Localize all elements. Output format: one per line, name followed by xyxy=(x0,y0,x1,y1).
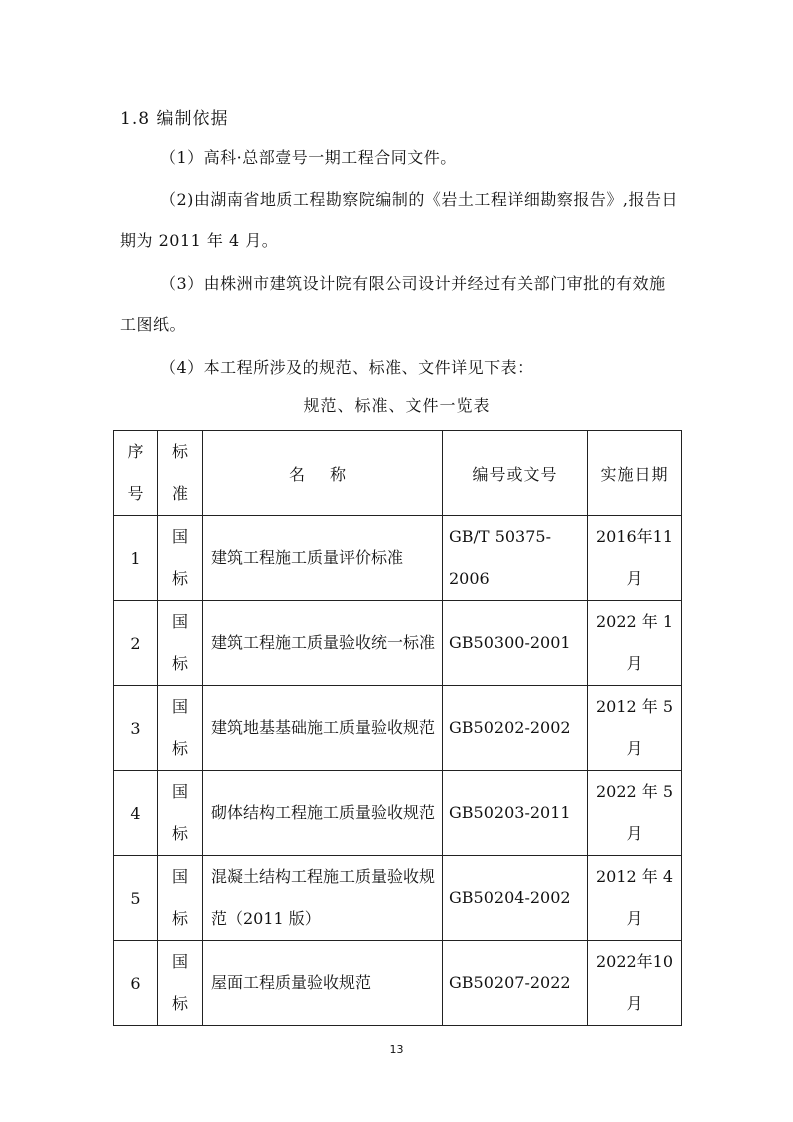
row-std-line1: 国 xyxy=(171,697,188,716)
paragraph-2: （2)由湖南省地质工程勘察院编制的《岩土工程详细勘察报告》,报告日期为 2011 年 4 月。 xyxy=(120,190,679,250)
row-std-line1: 国 xyxy=(171,527,188,546)
row-name: 建筑地基基础施工质量验收规范 xyxy=(203,686,443,771)
row-std-line1: 国 xyxy=(171,952,188,971)
row-code: GB50207-2022 xyxy=(443,941,588,1026)
row-name: 建筑工程施工质量验收统一标准 xyxy=(203,601,443,686)
row-name: 砌体结构工程施工质量验收规范 xyxy=(203,771,443,856)
row-std-line1: 国 xyxy=(171,612,188,631)
table-header-row xyxy=(114,431,682,516)
row-seq: 6 xyxy=(114,941,158,1026)
row-std-line2: 标 xyxy=(171,994,188,1013)
table-row xyxy=(114,516,682,601)
row-std-line2: 标 xyxy=(171,824,188,843)
row-seq: 5 xyxy=(114,856,158,941)
paragraph-1: （1）高科·总部壹号一期工程合同文件。 xyxy=(160,148,457,167)
row-code: GB50204-2002 xyxy=(443,856,588,941)
table-row xyxy=(114,856,682,941)
header-name: 名 称 xyxy=(203,431,443,516)
row-std xyxy=(158,686,203,771)
row-std-line1: 国 xyxy=(171,867,188,886)
row-code: GB50203-2011 xyxy=(443,771,588,856)
row-std xyxy=(158,941,203,1026)
row-seq: 4 xyxy=(114,771,158,856)
row-name: 建筑工程施工质量评价标准 xyxy=(203,516,443,601)
header-code: 编号或文号 xyxy=(443,431,588,516)
row-std-line1: 国 xyxy=(171,782,188,801)
row-name: 屋面工程质量验收规范 xyxy=(203,941,443,1026)
row-code: GB/T 50375-2006 xyxy=(443,516,588,601)
paragraph-3: （3）由株洲市建筑设计院有限公司设计并经过有关部门审批的有效施工图纸。 xyxy=(120,274,666,334)
row-date: 2022 年 5 月 xyxy=(588,771,682,856)
standards-table xyxy=(113,430,682,1026)
row-std xyxy=(158,856,203,941)
header-date: 实施日期 xyxy=(588,431,682,516)
row-seq: 1 xyxy=(114,516,158,601)
header-std xyxy=(158,431,203,516)
header-seq-line2: 号 xyxy=(127,484,144,503)
page-number: 13 xyxy=(389,1043,404,1056)
header-seq-line1: 序 xyxy=(127,442,144,461)
row-date: 2012 年 5 月 xyxy=(588,686,682,771)
paragraph-4: （4）本工程所涉及的规范、标准、文件详见下表： xyxy=(160,358,534,377)
table-row xyxy=(114,601,682,686)
row-date: 2012 年 4 月 xyxy=(588,856,682,941)
row-date: 2022年10月 xyxy=(588,941,682,1026)
row-std xyxy=(158,771,203,856)
row-date: 2016年11月 xyxy=(588,516,682,601)
table-row xyxy=(114,771,682,856)
section-heading: 1.8 编制依据 xyxy=(120,109,229,129)
row-code: GB50300-2001 xyxy=(443,601,588,686)
table-row xyxy=(114,941,682,1026)
row-std xyxy=(158,601,203,686)
row-seq: 2 xyxy=(114,601,158,686)
row-date: 2022 年 1 月 xyxy=(588,601,682,686)
row-code: GB50202-2002 xyxy=(443,686,588,771)
row-std xyxy=(158,516,203,601)
row-std-line2: 标 xyxy=(171,909,188,928)
header-std-line2: 准 xyxy=(171,484,188,503)
row-seq: 3 xyxy=(114,686,158,771)
header-seq xyxy=(114,431,158,516)
row-std-line2: 标 xyxy=(171,569,188,588)
row-std-line2: 标 xyxy=(171,739,188,758)
row-std-line2: 标 xyxy=(171,654,188,673)
row-name: 混凝土结构工程施工质量验收规范（2011 版） xyxy=(203,856,443,941)
table-row xyxy=(114,686,682,771)
table-caption: 规范、标准、文件一览表 xyxy=(303,396,491,415)
header-std-line1: 标 xyxy=(171,442,188,461)
